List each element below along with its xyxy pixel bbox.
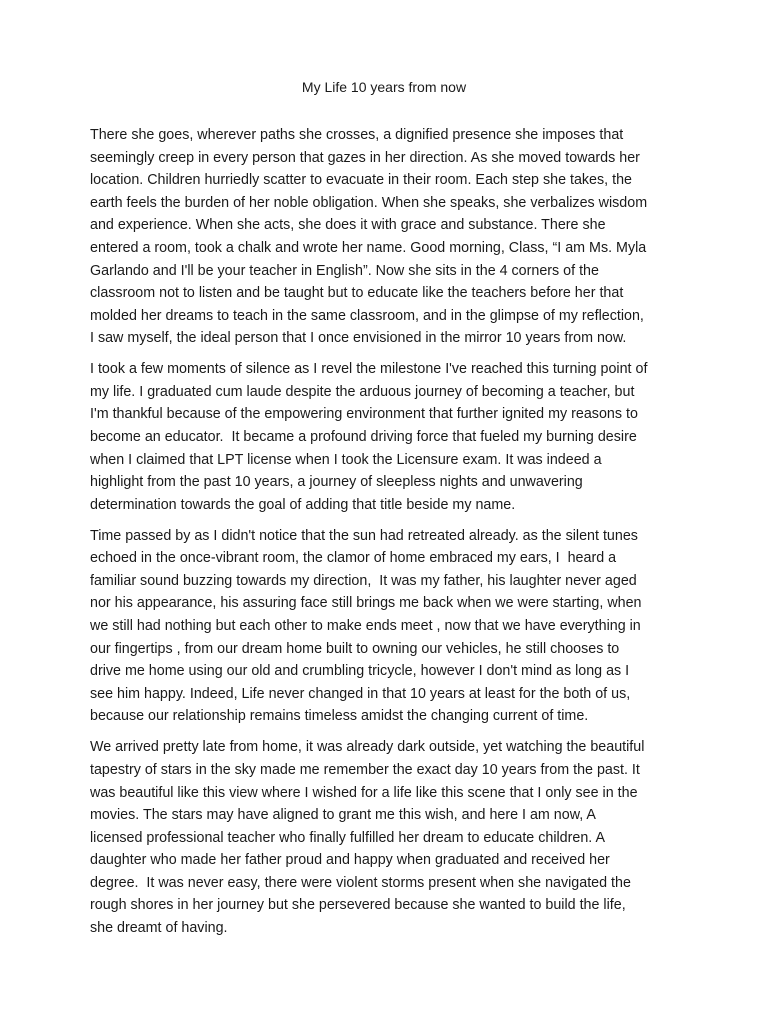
paragraph-line: was beautiful like this view where I wished for a life like this scene that I only see in the xyxy=(90,784,638,801)
paragraph-line: We arrived pretty late from home, it was already dark outside, yet watching the beautiful xyxy=(90,739,645,756)
paragraph-3 xyxy=(90,525,680,728)
paragraph-line: rough shores in her journey but she persevered because she wanted to build the life, xyxy=(90,897,626,914)
paragraph-line: highlight from the past 10 years, a journey of sleepless nights and unwavering xyxy=(90,474,583,491)
paragraph-line: she dreamt of having. xyxy=(90,920,228,937)
paragraph-line: molded her dreams to teach in the same classroom, and in the glimpse of my reflection, xyxy=(90,307,644,324)
paragraph-line: I saw myself, the ideal person that I once envisioned in the mirror 10 years from now. xyxy=(90,330,627,347)
document-title: My Life 10 years from now xyxy=(301,79,467,95)
paragraph-2 xyxy=(90,358,680,516)
paragraph-line: my life. I graduated cum laude despite the arduous journey of becoming a teacher, but xyxy=(90,383,635,400)
paragraph-line: location. Children hurriedly scatter to evacuate in their room. Each step she takes, the xyxy=(90,172,632,189)
paragraph-line: degree. It was never easy, there were violent storms present when she navigated the xyxy=(90,874,631,891)
paragraph-line: become an educator. It became a profound driving force that fueled my burning desire xyxy=(90,429,637,446)
paragraph-line: There she goes, wherever paths she crosses, a dignified presence she imposes that xyxy=(90,127,624,143)
paragraph-1 xyxy=(90,124,680,350)
document-body xyxy=(90,124,680,948)
paragraph-line: and experience. When she acts, she does it with grace and substance. There she xyxy=(90,217,606,234)
paragraph-line: when I claimed that LPT license when I took the Licensure exam. It was indeed a xyxy=(90,451,602,468)
paragraph-line: seemingly creep in every person that gazes in her direction. As she moved towards her xyxy=(90,149,640,166)
paragraph-line: because our relationship remains timeless amidst the changing current of time. xyxy=(90,708,589,725)
paragraph-line: we still had nothing but each other to make ends meet , now that we have everything in xyxy=(90,618,641,635)
paragraph-line: I'm thankful because of the empowering environment that further ignited my reasons to xyxy=(90,406,638,423)
paragraph-line: determination towards the goal of adding that title beside my name. xyxy=(90,496,516,513)
paragraph-line: classroom not to listen and be taught but to educate like the teachers before her that xyxy=(90,285,624,302)
paragraph-line: Time passed by as I didn't notice that the sun had retreated already. as the silent tunes xyxy=(90,527,638,544)
paragraph-line: Garlando and I'll be your teacher in English”. Now she sits in the 4 corners of the xyxy=(90,262,599,279)
paragraph-line: our fingertips , from our dream home built to owning our vehicles, he still chooses to xyxy=(90,640,620,657)
paragraph-line: nor his appearance, his assuring face still brings me back when we were starting, when xyxy=(90,595,642,612)
paragraph-line: I took a few moments of silence as I revel the milestone I've reached this turning point of xyxy=(90,361,648,378)
paragraph-line: familiar sound buzzing towards my direction, It was my father, his laughter never aged xyxy=(90,572,637,589)
paragraph-line: echoed in the once-vibrant room, the clamor of home embraced my ears, I heard a xyxy=(90,550,617,567)
paragraph-line: earth feels the burden of her noble obligation. When she speaks, she verbalizes wisdom xyxy=(90,194,648,211)
paragraph-4 xyxy=(90,736,680,939)
paragraph-line: daughter who made her father proud and happy when graduated and received her xyxy=(90,852,610,869)
paragraph-line: licensed professional teacher who finally fulfilled her dream to educate children. A xyxy=(90,829,605,846)
paragraph-line: movies. The stars may have aligned to grant me this wish, and here I am now, A xyxy=(90,807,596,824)
paragraph-line: entered a room, took a chalk and wrote her name. Good morning, Class, “I am Ms. Myla xyxy=(90,239,647,256)
paragraph-line: see him happy. Indeed, Life never changed in that 10 years at least for the both of us, xyxy=(90,685,631,702)
paragraph-line: drive me home using our old and crumbling tricycle, however I don't mind as long as I xyxy=(90,663,630,680)
paragraph-line: tapestry of stars in the sky made me remember the exact day 10 years from the past. It xyxy=(90,761,640,778)
